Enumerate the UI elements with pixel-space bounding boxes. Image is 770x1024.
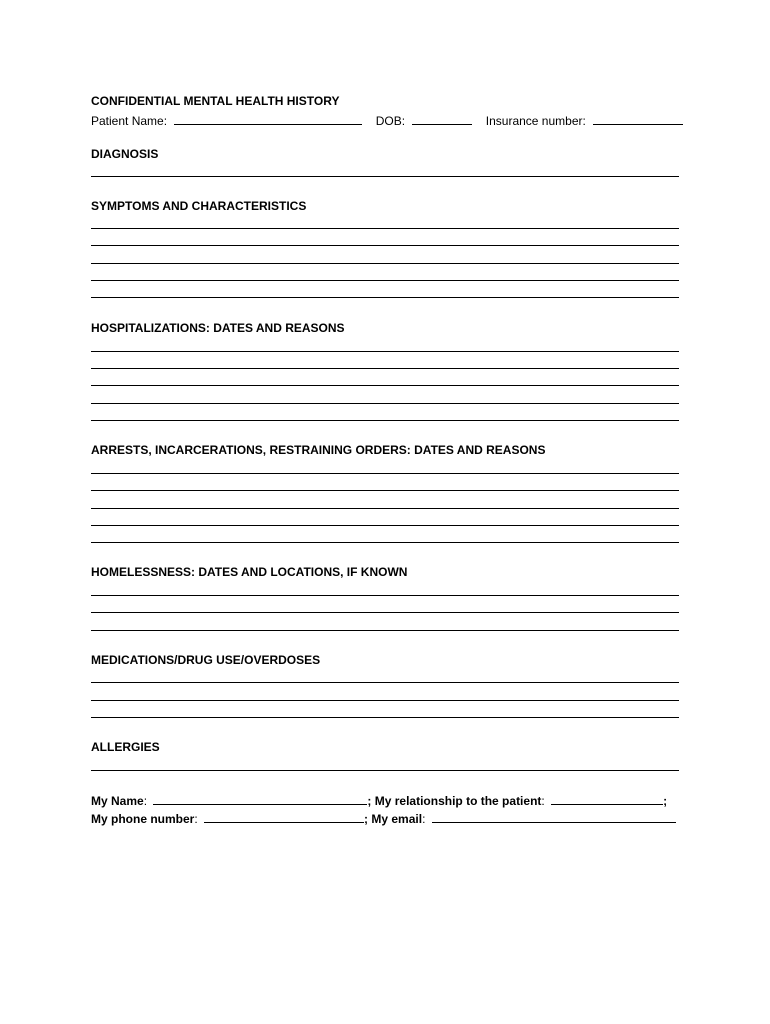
patient-name-field[interactable]	[174, 112, 362, 125]
diagnosis-heading: DIAGNOSIS	[91, 147, 159, 161]
allergies-line[interactable]	[91, 770, 679, 771]
phone-label: My phone number	[91, 812, 195, 826]
symptoms-line[interactable]	[91, 228, 679, 229]
patient-name-label: Patient Name:	[91, 114, 168, 128]
homelessness-line[interactable]	[91, 630, 679, 631]
arrests-line[interactable]	[91, 473, 679, 474]
dob-label: DOB:	[375, 114, 406, 128]
symptoms-line[interactable]	[91, 245, 679, 246]
arrests-line[interactable]	[91, 508, 679, 509]
insurance-label: Insurance number:	[485, 114, 586, 128]
hospitalizations-line[interactable]	[91, 368, 679, 369]
symptoms-line[interactable]	[91, 297, 679, 298]
homelessness-line[interactable]	[91, 595, 679, 596]
dob-field[interactable]	[412, 112, 472, 125]
hospitalizations-line[interactable]	[91, 420, 679, 421]
arrests-line[interactable]	[91, 542, 679, 543]
hospitalizations-line[interactable]	[91, 385, 679, 386]
hospitalizations-line[interactable]	[91, 351, 679, 352]
symptoms-line[interactable]	[91, 263, 679, 264]
relationship-label: My relationship to the patient	[374, 794, 542, 808]
my-name-label: My Name	[91, 794, 144, 808]
form-title: CONFIDENTIAL MENTAL HEALTH HISTORY	[91, 94, 340, 108]
medications-line[interactable]	[91, 717, 679, 718]
diagnosis-line[interactable]	[91, 176, 679, 177]
arrests-heading: ARRESTS, INCARCERATIONS, RESTRAINING ORDERS: DATES AND REASONS	[91, 443, 546, 457]
patient-info-line	[91, 112, 683, 128]
medications-line[interactable]	[91, 682, 679, 683]
contact-line-2: My phone number: ; My email:	[91, 810, 676, 826]
hospitalizations-line[interactable]	[91, 403, 679, 404]
allergies-heading: ALLERGIES	[91, 740, 160, 754]
medications-line[interactable]	[91, 700, 679, 701]
homelessness-heading: HOMELESSNESS: DATES AND LOCATIONS, IF KNOWN	[91, 565, 408, 579]
symptoms-line[interactable]	[91, 280, 679, 281]
hospitalizations-heading: HOSPITALIZATIONS: DATES AND REASONS	[91, 321, 345, 335]
homelessness-line[interactable]	[91, 612, 679, 613]
contact-line-1: My Name: ; My relationship to the patient: ;	[91, 794, 668, 808]
medications-heading: MEDICATIONS/DRUG USE/OVERDOSES	[91, 653, 321, 667]
relationship-field[interactable]	[551, 792, 663, 805]
phone-field[interactable]	[204, 810, 364, 823]
arrests-line[interactable]	[91, 525, 679, 526]
my-name-field[interactable]	[153, 792, 367, 805]
email-label: My email	[371, 812, 423, 826]
symptoms-heading: SYMPTOMS AND CHARACTERISTICS	[91, 199, 307, 213]
email-field[interactable]	[432, 810, 676, 823]
arrests-line[interactable]	[91, 490, 679, 491]
insurance-field[interactable]	[593, 112, 683, 125]
